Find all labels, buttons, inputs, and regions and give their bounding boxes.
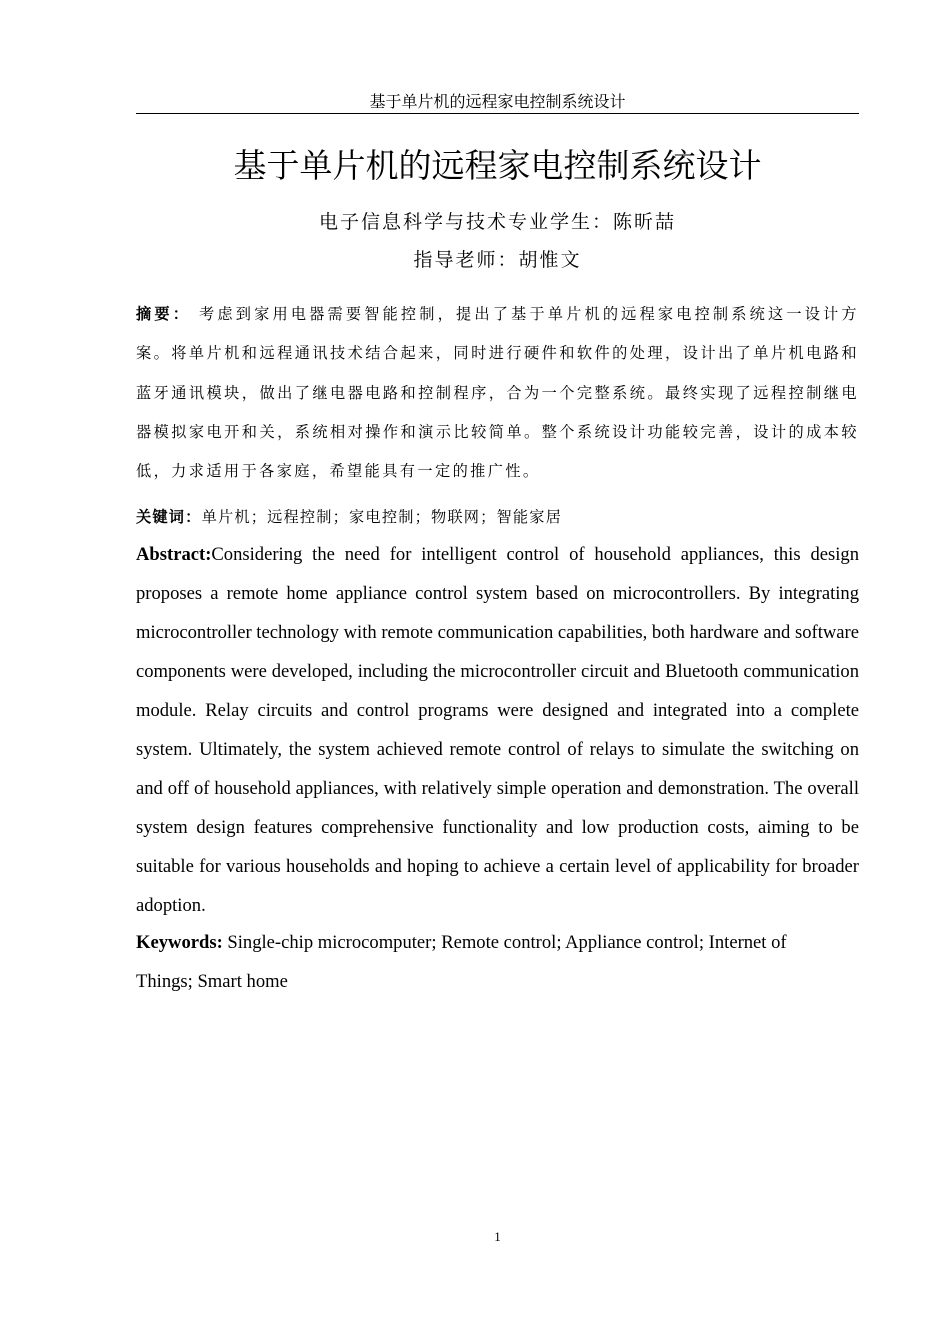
chinese-abstract-label: 摘要：	[136, 305, 192, 323]
document-page	[136, 0, 859, 1344]
header-divider	[136, 113, 859, 114]
chinese-abstract-text: 考虑到家用电器需要智能控制，提出了基于单片机的远程家电控制系统这一设计方案。将单片机和远程通讯技术结合起来，同时进行硬件和软件的处理，设计出了单片机电路和蓝牙通讯模块，做出了继电器电路和控制程序，合为一个完整系统。最终实现了远程控制继电器模拟家电开和关，系统相对操作和演示比较简单。整个系统设计功能较完善，设计的成本较低，力求适用于各家庭，希望能具有一定的推广性。	[136, 305, 859, 481]
english-abstract-text: Considering the need for intelligent control of household appliances, this design proposes a remote home appliance control system based on microcontrollers. By integrating microcontroller technology with remote communication capabilities, both hardware and software components were developed, including the microcontroller circuit and Bluetooth communication module. Relay circuits and control programs were designed and integrated into a complete system. Ultimately, the system achieved remote control of relays to simulate the switching on and off of household appliances, with relatively simple operation and demonstration. The overall system design features comprehensive functionality and low production costs, aiming to be suitable for various households and hoping to achieve a certain level of applicability for broader adoption.	[136, 544, 859, 916]
paper-title: 基于单片机的远程家电控制系统设计	[233, 146, 762, 185]
english-keywords	[136, 923, 816, 1001]
chinese-keywords-label: 关键词：	[136, 508, 202, 526]
english-keywords-label: Keywords:	[136, 932, 223, 953]
advisor-line: 指导老师：胡惟文	[413, 249, 582, 271]
chinese-keywords-text: 单片机；远程控制；家电控制；物联网；智能家居	[201, 508, 563, 526]
english-abstract	[136, 535, 859, 925]
author-line: 电子信息科学与技术专业学生：陈昕喆	[318, 211, 676, 233]
chinese-keywords	[136, 502, 859, 532]
english-abstract-label: Abstract:	[136, 544, 212, 565]
page-number: 1	[494, 1229, 501, 1244]
chinese-abstract	[136, 295, 859, 491]
running-header: 基于单片机的远程家电控制系统设计	[369, 92, 626, 111]
english-keywords-text: Single-chip microcomputer; Remote control; Appliance control; Internet of Things; Smart home	[136, 932, 787, 992]
